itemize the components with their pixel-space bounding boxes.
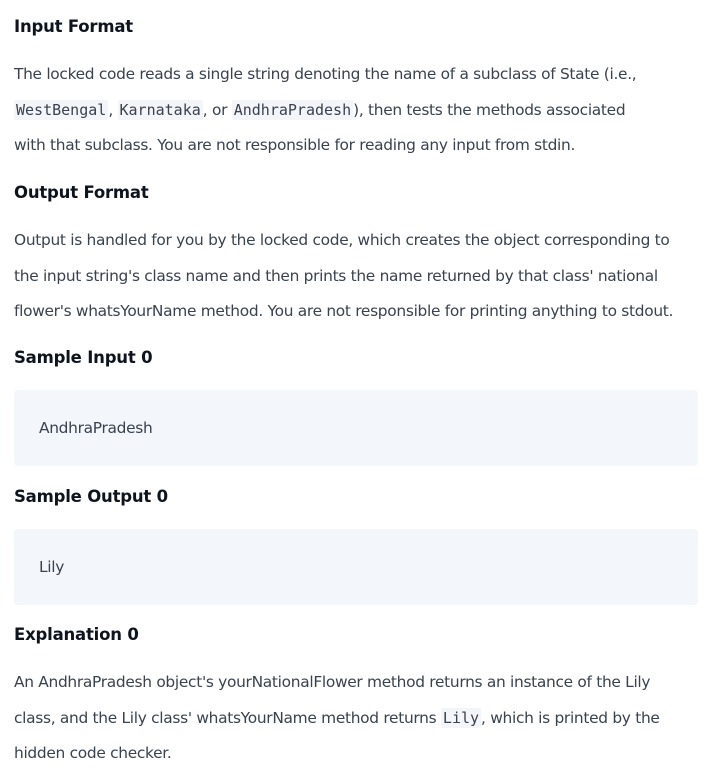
sample-output-heading: Sample Output 0 — [14, 487, 168, 506]
input-format-heading: Input Format — [14, 17, 133, 36]
code-westbengal: WestBengal — [16, 100, 107, 119]
explanation-line-1: An AndhraPradesh object's yourNationalFlower method returns an instance of the Lily — [14, 673, 651, 691]
explanation-paragraph — [14, 665, 704, 772]
input-format-line-3: with that subclass. You are not responsible for reading any input from stdin. — [14, 136, 576, 154]
input-format-paragraph — [14, 57, 704, 164]
output-format-heading: Output Format — [14, 183, 149, 202]
sample-output-value: Lily — [39, 558, 65, 576]
input-format-line-2-tail: ), then tests the methods associated — [353, 100, 626, 119]
explanation-line-2 — [14, 701, 704, 737]
input-format-line-1: The locked code reads a single string denoting the name of a subclass of State (i.e., — [14, 65, 637, 83]
output-format-line-3: flower's whatsYourName method. You are not responsible for printing anything to stdout. — [14, 302, 674, 320]
input-format-line-2 — [14, 93, 704, 129]
code-andhrapradesh: AndhraPradesh — [233, 100, 352, 119]
sample-input-box — [14, 390, 698, 466]
output-format-paragraph — [14, 223, 704, 330]
output-format-line-2: the input string's class name and then prints the name returned by that class' national — [14, 266, 658, 285]
explanation-line-3: hidden code checker. — [14, 744, 172, 762]
code-lily: Lily — [442, 708, 480, 727]
output-format-line-1: Output is handled for you by the locked code, which creates the object corresponding to — [14, 231, 670, 249]
sample-input-value: AndhraPradesh — [39, 419, 153, 437]
separator-or: , or — [202, 100, 228, 119]
sample-input-heading: Sample Input 0 — [14, 348, 153, 367]
explanation-line-2-head: class, and the Lily class' whatsYourName method returns — [14, 708, 437, 727]
code-karnataka: Karnataka — [119, 100, 201, 119]
sample-output-box — [14, 529, 698, 605]
explanation-line-2-tail: , which is printed by the — [481, 708, 660, 727]
separator-comma: , — [108, 100, 113, 119]
explanation-heading: Explanation 0 — [14, 625, 139, 644]
